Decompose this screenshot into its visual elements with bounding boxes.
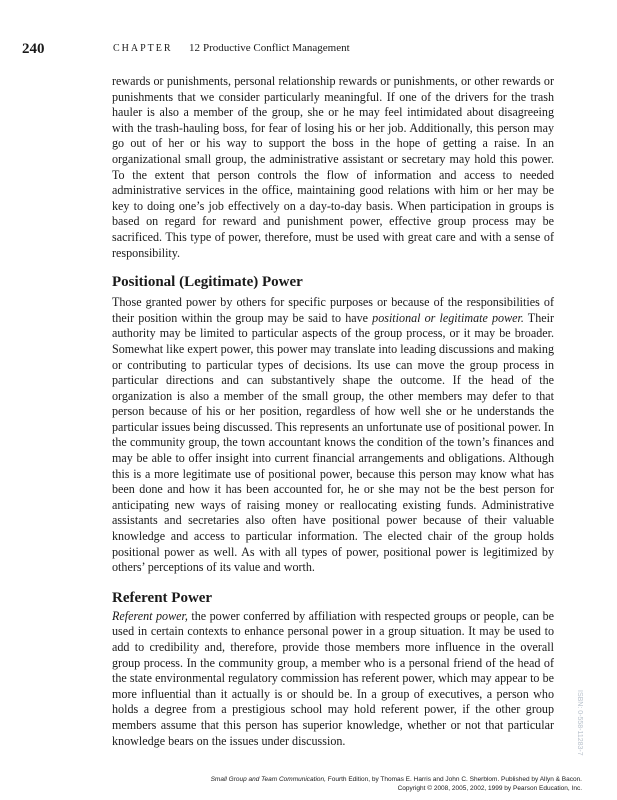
paragraph-referent-power bbox=[112, 609, 554, 749]
copyright-footer bbox=[100, 776, 582, 793]
positional-text-after: Their authority may be limited to particular aspects of the group process, or it may be broader. Somewhat like expert power, this power may translate into leading discussions and making or contributing to particular types of decisions. Its use can move the group process in particular directions and can substantively shape the outcome. If the head of the organization is also a member of the small group, the other members may defer to that person because of his or her position, regardless of how well she or he understands the particular issues being discussed. This represents an unfortunate use of positional power. In the community group, the town accountant knows the condition of the town’s finances and may be able to offer insight into current financial arrangements and obligations. Although this is a more legitimate use of positional power, because this person may know what has been done and how it has been accounted for, he or she may not be the best person for anticipating new ways of raising money or reallocating existing funds. Administrative assistants and secretaries also often have positional power because of their valuable knowledge and access to particular information. The elected chair of the group holds positional power as well. As with all types of power, positional power is legitimized by others’ perceptions of its value and worth. bbox=[112, 310, 554, 575]
chapter-label: CHAPTER bbox=[113, 43, 173, 54]
chapter-number: 12 bbox=[189, 42, 200, 54]
term-referent-power: Referent power, bbox=[112, 608, 188, 623]
footer-line-1 bbox=[100, 776, 582, 785]
heading-referent-power: Referent Power bbox=[112, 589, 213, 606]
paragraph-rewards: rewards or punishments, personal relationship rewards or punishments, or other rewards or punishments that we consider particularly meaningful. If one of the drivers for the trash hauler is also a member of the group, she or he may feel intimidated about disagreeing with the trash-hauling boss, for fear of losing his or her job. Additionally, this person may go out of her or his way to support the boss in the hope of getting a raise. In an organizational small group, the administrative assistant or secretary may hold this power. To the extent that person controls the flow of information and access to needed administrative services in the office, maintaining good relations with him or her may be key to doing one’s job effectively on a day-to-day basis. When participation in groups is based on regard for reward and punishment power, effective group process may be sacrificed. This type of power, therefore, must be used with great care and with a sense of responsibility. bbox=[112, 74, 554, 260]
term-positional-power: positional or legitimate power. bbox=[372, 310, 524, 325]
page-number: 240 bbox=[22, 41, 45, 57]
isbn-watermark: ISBN: 0-558-11283-7 bbox=[576, 690, 583, 756]
chapter-title: Productive Conflict Management bbox=[203, 42, 350, 54]
heading-positional-power: Positional (Legitimate) Power bbox=[112, 274, 303, 291]
footer-publication-info: Fourth Edition, by Thomas E. Harris and John C. Sherblom. Published by Allyn & Bacon. bbox=[325, 776, 582, 783]
paragraph-positional-power bbox=[112, 295, 554, 576]
referent-text-after: the power conferred by affiliation with respected groups or people, can be used in certain contexts to enhance personal power in a group situation. It may be used to add to credibility and, therefore, provide those members more influence in the overall group process. In the community group, a member who is a personal friend of the head of the state environmental regulatory commission has referent power, which may appear to be more influential than it actually is or should be. In a group of executives, a person who holds a degree from a prestigious school may hold referent power, if the other group members assume that this person has superior knowledge, whether or not that particular knowledge bears on the issues under discussion. bbox=[112, 608, 554, 748]
footer-line-2: Copyright © 2008, 2005, 2002, 1999 by Pearson Education, Inc. bbox=[397, 784, 582, 792]
footer-book-title: Small Group and Team Communication, bbox=[210, 776, 326, 783]
running-header bbox=[22, 40, 582, 58]
page-body bbox=[112, 74, 554, 749]
positional-text-before: Those granted power by others for specific purposes or because of the responsibilities of their position within the group may be said to have bbox=[112, 295, 554, 325]
